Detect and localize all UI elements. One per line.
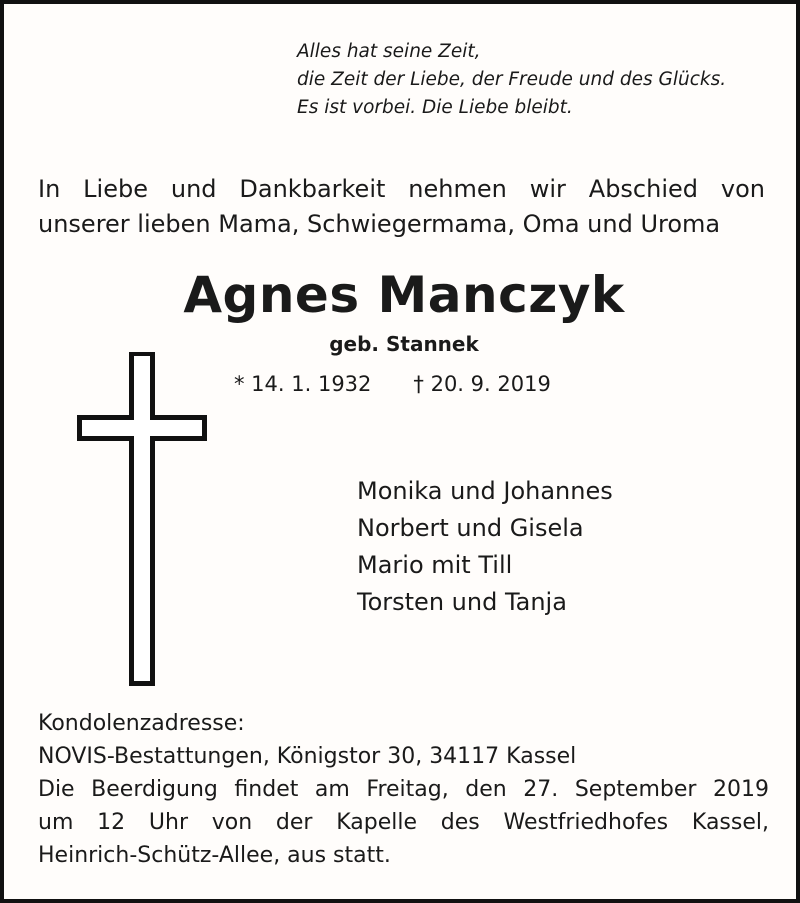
footer-info	[38, 707, 769, 872]
life-dates	[234, 369, 551, 399]
condolence-label: Kondolenzadresse:	[38, 711, 245, 736]
maiden-name: geb. Stannek	[329, 332, 479, 356]
poem	[297, 38, 726, 122]
mourner: Mario mit Till	[357, 551, 513, 579]
intro-line: In Liebe und Dankbarkeit nehmen wir Abschied von	[38, 175, 765, 203]
mourner: Monika und Johannes	[357, 477, 613, 505]
poem-line: Alles hat seine Zeit,	[297, 41, 481, 62]
poem-line: Es ist vorbei. Die Liebe bleibt.	[297, 97, 573, 118]
cross-icon	[76, 352, 208, 686]
intro-line: unserer lieben Mama, Schwiegermama, Oma und Uroma	[38, 210, 721, 238]
funeral-line: um 12 Uhr von der Kapelle des Westfriedhofes Kassel,	[38, 810, 769, 835]
funeral-line: Die Beerdigung findet am Freitag, den 27. September 2019	[38, 777, 769, 802]
condolence-address: NOVIS-Bestattungen, Königstor 30, 34117 Kassel	[38, 744, 577, 769]
mourner: Norbert und Gisela	[357, 514, 584, 542]
mourners-list	[357, 473, 613, 621]
deceased-name: Agnes Manczyk	[183, 266, 625, 324]
funeral-line: Heinrich-Schütz-Allee, aus statt.	[38, 843, 391, 868]
death-date: † 20. 9. 2019	[413, 372, 551, 396]
poem-line: die Zeit der Liebe, der Freude und des Glücks.	[297, 69, 727, 90]
intro-text	[38, 172, 765, 242]
mourner: Torsten und Tanja	[357, 588, 567, 616]
birth-date: * 14. 1. 1932	[234, 372, 372, 396]
